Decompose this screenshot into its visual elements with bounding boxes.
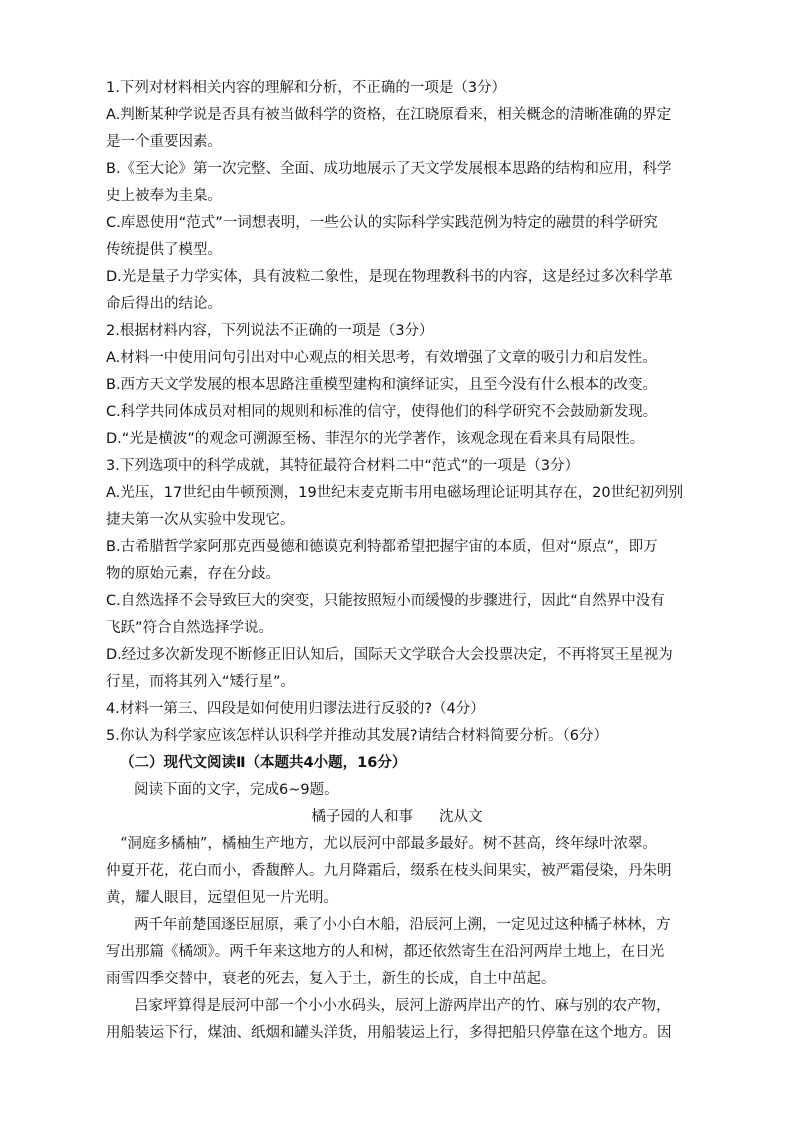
question-4: 4.材料一第三、四段是如何使用归谬法进行反驳的?（4分） <box>106 701 485 717</box>
question-2-stem: 2.根据材料内容，下列说法不正确的一项是（3分） <box>106 323 434 339</box>
question-1-option-a-cont: 是一个重要因素。 <box>106 134 222 150</box>
passage-line: 写出那篇《橘颂》。两千年来这地方的人和树，都还依然寄生在沿河两岸土地上，在日光 <box>106 944 665 960</box>
question-1-option-c-cont: 传统提供了模型。 <box>106 242 222 258</box>
question-3-option-a: A.光压，17世纪由牛顿预测，19世纪末麦克斯韦用电磁场理论证明其存在，20世纪初列别 <box>106 485 684 501</box>
question-1-option-d: D.光是量子力学实体，具有波粒二象性，是现在物理教科书的内容，这是经过多次科学革 <box>106 269 673 285</box>
passage-line: 黄，耀人眼目，远望但见一片光明。 <box>106 890 338 906</box>
question-1-option-d-cont: 命后得出的结论。 <box>106 296 222 312</box>
passage-line: 吕家坪算得是辰河中部一个小小水码头，辰河上游两岸出产的竹、麻与别的农产物， <box>134 998 671 1014</box>
section-heading: （二）现代文阅读Ⅱ（本题共4小题，16分） <box>120 755 407 771</box>
passage-line: 用船装运下行，煤油、纸烟和罐头洋货，用船装运上行，多得把船只停靠在这个地方。因 <box>106 1025 672 1041</box>
passage-line: 雨雪四季交替中，衰老的死去，复入于土，新生的长成，自土中茁起。 <box>106 971 556 987</box>
question-3-stem: 3.下列选项中的科学成就，其特征最符合材料二中“范式”的一项是（3分） <box>106 458 580 474</box>
passage-author: 沈从文 <box>439 809 483 825</box>
question-1-option-b-cont: 史上被奉为圭臬。 <box>106 188 222 204</box>
question-2-option-a: A.材料一中使用问句引出对中心观点的相关思考，有效增强了文章的吸引力和启发性。 <box>106 350 657 366</box>
passage-line: “洞庭多橘柚”，橘柚生产地方，尤以辰河中部最多最好。树不甚高，终年绿叶浓翠。 <box>120 836 657 852</box>
question-2-option-c: C.科学共同体成员对相同的规则和标准的信守，使得他们的科学研究不会鼓励新发现。 <box>106 404 658 420</box>
question-3-option-b: B.古希腊哲学家阿那克西曼德和德谟克利特都希望把握宇宙的本质，但对“原点”，即万 <box>106 539 658 555</box>
passage-line: 仲夏开花，花白而小，香馥醉人。九月降霜后，缀系在枝头间果实，被严霜侵染，丹朱明 <box>106 863 672 879</box>
passage-title: 橘子园的人和事 <box>311 809 413 825</box>
question-3-option-c: C.自然选择不会导致巨大的突变，只能按照短小而缓慢的步骤进行，因此“自然界中没有 <box>106 593 665 609</box>
question-3-option-a-cont: 捷夫第一次从实验中发现它。 <box>106 512 295 528</box>
question-2-option-d: D.“光是横波”的观念可溯源至杨、菲涅尔的光学著作，该观念现在看来具有局限性。 <box>106 431 645 447</box>
question-1-stem: 1.下列对材料相关内容的理解和分析，不正确的一项是（3分） <box>106 80 507 96</box>
question-2-option-b: B.西方天文学发展的根本思路注重模型建构和演绎证实，且至今没有什么根本的改变。 <box>106 377 658 393</box>
question-1-option-a: A.判断某种学说是否具有被当做科学的资格，在江晓原看来，相关概念的清晰准确的界定 <box>106 107 672 123</box>
passage-line: 两千年前楚国逐臣屈原，乘了小小白木船，沿辰河上溯，一定见过这种橘子林林，方 <box>134 917 671 933</box>
passage-title-row <box>0 807 794 827</box>
question-3-option-b-cont: 物的原始元素，存在分歧。 <box>106 566 280 582</box>
question-3-option-d-cont: 行星，而将其列入“矮行星”。 <box>106 674 296 690</box>
question-3-option-d: D.经过多次新发现不断修正旧认知后，国际天文学联合大会投票决定，不再将冥王星视为 <box>106 647 673 663</box>
question-3-option-c-cont: 飞跃”符合自然选择学说。 <box>106 620 274 636</box>
question-1-option-b: B.《至大论》第一次完整、全面、成功地展示了天文学发展根本思路的结构和应用，科学 <box>106 161 672 177</box>
question-1-option-c: C.库恩使用“范式”一词想表明，一些公认的实际科学实践范例为特定的融贯的科学研究 <box>106 215 658 231</box>
section-instruction: 阅读下面的文字，完成6~9题。 <box>134 782 339 798</box>
question-5: 5.你认为科学家应该怎样认识科学并推动其发展?请结合材料简要分析。（6分） <box>106 728 609 744</box>
